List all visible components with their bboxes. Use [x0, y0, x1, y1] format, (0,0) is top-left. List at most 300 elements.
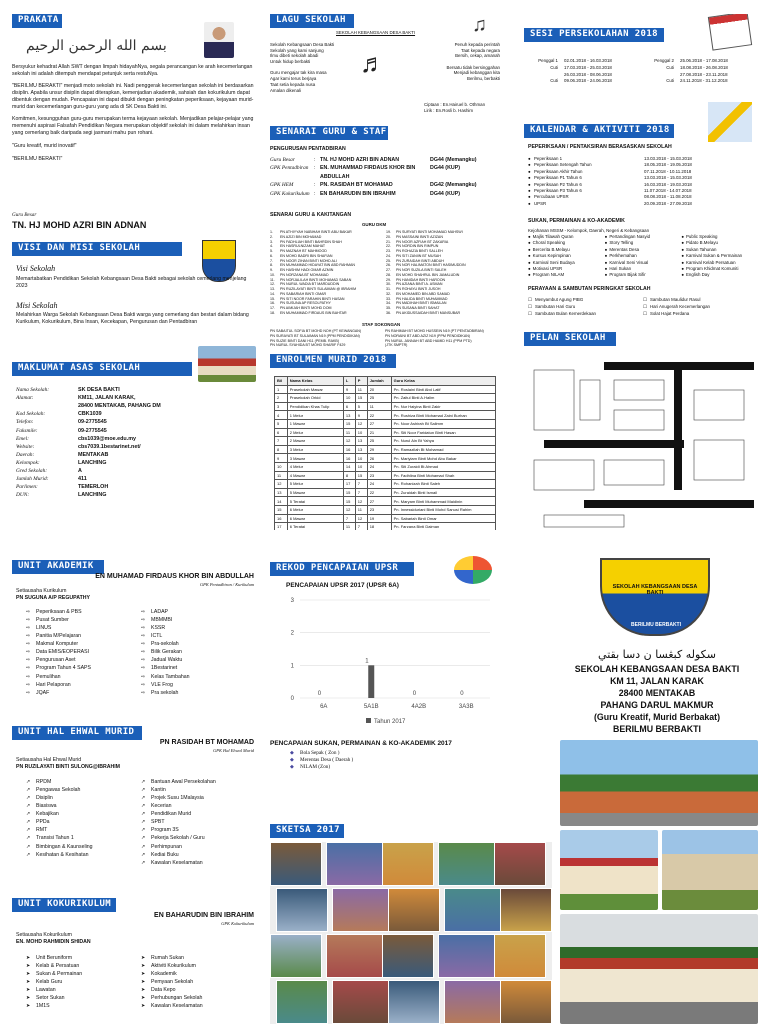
perayaan-label: Menyambut Agung PIBG [534, 297, 584, 302]
pent-colon: : [314, 190, 316, 197]
unit-item [141, 954, 256, 962]
enrolmen-cell: 13 [355, 445, 367, 454]
bullet-icon: ➤ [26, 987, 31, 994]
bullet-icon: ⇨ [141, 633, 146, 640]
guru-name: PN ZURAIDAH BINTI ABDUH [396, 258, 444, 263]
unit-item-label: VLE Frog [151, 681, 173, 688]
bullet-icon: ↗ [141, 819, 146, 826]
maklumat-value: CBK1039 [78, 411, 102, 418]
unit-item [141, 994, 256, 1002]
bullet-icon: ● [528, 265, 531, 271]
unit-item [141, 664, 256, 672]
table-row [275, 462, 496, 471]
unit-item [141, 616, 256, 624]
enrolmen-cell: 9 [355, 411, 367, 420]
enrolmen-cell: 10 [275, 462, 288, 471]
pent-grade: DG44 (KUP) [430, 190, 461, 197]
sesi-dates: 09.06.2018 - 24.06.2018 [564, 78, 612, 84]
bullet-icon: ↗ [26, 795, 31, 802]
enrolmen-table [274, 376, 496, 530]
unit-item-label: Pusat Sumber [36, 617, 69, 624]
sesi-label [524, 72, 564, 79]
lagu-lirik: Lirik : En.Rosli b. Hashim [424, 108, 474, 113]
exam-name: Peperiksaan P2 Tahun 6 [534, 181, 582, 187]
maklumat-key: Parlimen: [16, 484, 38, 491]
guru-num: 36. [386, 311, 391, 316]
bullet-icon: ↗ [141, 859, 146, 866]
guru-name: PN NURUL WADIA BT MARDUDDIN [280, 282, 340, 287]
exam-row [528, 201, 728, 207]
collage-photo [388, 980, 440, 1024]
guru-num: 13. [270, 287, 275, 292]
staf-item: PN NURUL SYAHIDA BT MOHD SHARIF F429 [270, 343, 346, 348]
maklumat-header: MAKLUMAT ASAS SEKOLAH [12, 362, 192, 376]
unit-item [26, 664, 141, 672]
sesi-label [640, 72, 680, 79]
collage-photo [494, 842, 546, 886]
guru-num: 20. [386, 234, 391, 239]
koko-role: GPK Kokurikulum [221, 921, 254, 926]
unit-item-label: RMT [36, 827, 48, 834]
koko-sub-name: EN. MOHD RAHMIDIN SHIDAN [16, 939, 91, 945]
prakata-para-1: Bersyukur kehadrat Allah SWT dengan limpah hidayahNya, segala perancangan ke arah kecemerlangan sekolah ini adalah ditempuh mendapat petunjuk serta restuNya. [12, 64, 253, 78]
cover-addr-3: PAHANG DARUL MAKMUR [600, 700, 714, 710]
sesi-dates: 02.01.2018 - 16.03.2018 [564, 58, 612, 63]
hem-list [26, 778, 256, 867]
logo-school-name: SEKOLAH KEBANGSAAN DESA BAKTI [612, 584, 698, 596]
guru-name: EN MOHAMED BIN ABD SAMAD [396, 291, 450, 296]
bullet-icon: ● [528, 259, 531, 265]
bullet-icon: ● [528, 187, 531, 193]
sesi-row [640, 58, 758, 65]
lagu-panel [270, 14, 500, 122]
lyric-line: Amalan dikenali [270, 87, 301, 93]
guru-num: 35. [386, 306, 391, 311]
unit-item-label: JQAF [36, 689, 50, 696]
school-building-photo-2 [662, 830, 758, 910]
checkbox-icon: ☐ [528, 297, 532, 302]
guru-name: PN ROHAZIA BINTI SALLEH [396, 249, 443, 254]
unit-item [26, 632, 141, 640]
bullet-icon: ↗ [26, 819, 31, 826]
enrolmen-cell: 9 [343, 385, 355, 394]
bullet-icon: ↗ [141, 779, 146, 785]
bullet-icon: ↗ [141, 787, 146, 794]
bullet-icon: ⇨ [141, 641, 146, 648]
enrolmen-cell: 17 [275, 523, 288, 530]
bullet-icon: ⇨ [141, 657, 146, 664]
bullet-icon: ➤ [141, 971, 146, 978]
collage-photo [444, 980, 502, 1024]
photo-collage [270, 842, 552, 1024]
table-row [275, 394, 496, 403]
guru-num: 12. [270, 282, 275, 287]
perayaan-label: Sambutan Hari Guru [534, 304, 576, 310]
hem-sub: Setiausaha Hal Ehwal Murid [16, 757, 82, 763]
maklumat-value: cbs1039@moe.edu.my [78, 435, 136, 442]
guru-name: PN NORDIN BIN RIMPUN [396, 244, 439, 249]
enrolmen-cell: 21 [367, 428, 391, 437]
prakata-header: PRAKATA [12, 14, 62, 28]
bullet-icon: ● [528, 246, 531, 252]
staf-item: PN SURAYATI BT SULAIMAN N19 (PPM PENDIDIKAN) [270, 333, 360, 338]
unit-item [26, 802, 141, 810]
pencapaian-sukan-title: PENCAPAIAN SUKAN, PERMAINAN & KO-AKADEMIK 2017 [270, 740, 452, 747]
enrolmen-cell: Pn. Zuraidah Binti Ismail [391, 488, 495, 497]
unit-item-label: RPDM [36, 779, 52, 785]
table-row [275, 402, 496, 411]
maklumat-panel [12, 346, 258, 546]
unit-item [26, 954, 141, 962]
lagu-header: LAGU SEKOLAH [270, 14, 354, 28]
school-photo-small [198, 346, 256, 382]
maklumat-row [16, 491, 256, 499]
bullet-icon: ↗ [26, 851, 31, 858]
bullet-icon: ↗ [141, 827, 146, 834]
guru-num: 6. [270, 253, 273, 258]
guru-num: 33. [386, 296, 391, 301]
unit-item [141, 810, 256, 818]
pent-grade: DG44 (KUP) [430, 165, 461, 172]
enrolmen-cell: 27 [367, 419, 391, 428]
enrolmen-cell: 13 [343, 411, 355, 420]
exam-dates: 20.09.2018 - 27.09.2018 [644, 200, 692, 206]
bullet-icon: ↗ [26, 835, 31, 842]
lyric-line: Untuk hidup berbakti [270, 59, 311, 65]
bullet-icon: ⇨ [26, 689, 31, 696]
guru-num: 15. [270, 296, 275, 301]
unit-item-label: Data Kepo [151, 987, 176, 994]
collage-photo [270, 934, 322, 978]
kalendar-sub2: Kejohanan MSSM - Kelompok, Daerah, Negeri & Kebangsaan [528, 228, 650, 233]
exam-dates: 11.07.2018 - 14.07.2018 [644, 187, 692, 193]
bullet-icon: ➤ [141, 1003, 146, 1010]
guru-num: 25. [386, 258, 391, 263]
sesi-row [524, 72, 640, 79]
guru-panel [270, 126, 500, 350]
bullet-icon: ● [528, 194, 531, 200]
visi-heading: Visi Sekolah [16, 264, 56, 273]
collage-photo [500, 888, 552, 932]
maklumat-row [16, 410, 256, 418]
unit-item-label: Pekerja Sekolah / Guru [151, 835, 205, 842]
cover-addr-1: KM 11, JALAN KARAK [610, 676, 704, 686]
enrolmen-cell: 2 [275, 394, 288, 403]
maklumat-value: 09-2775545 [78, 427, 107, 434]
bullet-icon: ➤ [26, 979, 31, 986]
unit-item [26, 794, 141, 802]
unit-item [141, 826, 256, 834]
guru-name: EN MOHD SHAHRUL BIN JAMALUDIN [396, 272, 460, 277]
bullet-icon: ● [604, 272, 608, 278]
bullet-icon: ● [604, 259, 608, 265]
guru-name: PN AIMIJAH BINTI MOHD DOM [280, 306, 332, 311]
exam-name: Peperiksaan Setengah Tahun [534, 162, 592, 168]
maklumat-key: Emel: [16, 435, 29, 442]
guru-name: PN NOR SUZILA BINTI SALEH [396, 268, 447, 273]
enrolmen-header-cell: P [355, 377, 367, 386]
sukan-label: English Day [685, 272, 710, 278]
cover-school-name: SEKOLAH KEBANGSAAN DESA BAKTI [574, 664, 740, 674]
akademik-sub-name: PN SUGUNA A/P REGUPATHY [16, 595, 90, 601]
bullet-icon: ⇨ [141, 625, 146, 632]
maklumat-key: Faksmile: [16, 427, 38, 434]
enrolmen-cell: 8 [275, 445, 288, 454]
achievement-item [290, 750, 500, 757]
guru-name: PN SURYATI BINTI MOHAMAD MAHSWI [396, 230, 463, 234]
enrolmen-cell: Pn. Sabariah Binti Omar [391, 514, 495, 523]
enrolmen-cell: 12 [355, 514, 367, 523]
unit-item [141, 970, 256, 978]
pent-colon: : [314, 165, 316, 172]
enrolmen-cell: 12 [343, 437, 355, 446]
guru-name: PN AZIANA BINTI A. ASMAN [396, 282, 443, 287]
guru-num: 30. [386, 282, 391, 287]
enrolmen-cell: Pn. Rushiza Binti Mohamad Zaini Burhan [391, 411, 495, 420]
guru-num: 31. [386, 287, 391, 292]
maklumat-value: 411 [78, 476, 87, 483]
checkbox-icon: ☐ [643, 311, 647, 317]
unit-item [26, 970, 141, 978]
y-tick-label: 0 [290, 696, 294, 702]
enrolmen-cell: 25 [367, 394, 391, 403]
table-row [275, 419, 496, 428]
pentadbiran-heading: PENGURUSAN PENTADBIRAN [270, 146, 346, 152]
guru-num: 9. [270, 268, 273, 273]
maklumat-key: Nama Sekolah: [16, 387, 50, 393]
enrolmen-cell: 15 [275, 505, 288, 514]
enrolmen-cell: 15 [343, 419, 355, 428]
lyric-line: Guru mengajar tak kira masa [270, 70, 327, 76]
unit-item [141, 802, 256, 810]
unit-item-label: Pemulihan [36, 673, 61, 680]
enrolmen-cell: 14 [275, 497, 288, 506]
unit-item-label: Pra sekolah [151, 689, 179, 696]
unit-item [26, 673, 141, 681]
enrolmen-cell: 15 [355, 394, 367, 403]
collage-photo [276, 888, 328, 932]
sesi-header: SESI PERSEKOLAHAN 2018 [524, 28, 664, 42]
sesi-label: Cuti [666, 78, 674, 84]
bullet-icon: ➤ [26, 963, 31, 970]
enrolmen-cell: Pn. Fadhlina Binti Mohamad Shah [391, 471, 495, 480]
pent-name: TN. HJ MOHD AZRI BIN ADNAN [320, 157, 400, 163]
exam-dates: 18.05.2018 - 19.05.2018 [644, 162, 692, 168]
guru-list-right [386, 230, 500, 316]
unit-item [141, 608, 256, 616]
bullet-icon: ↗ [26, 843, 31, 850]
unit-item [26, 986, 141, 994]
exam-dates: 07.11.2018 - 10.11.2018 [644, 168, 692, 174]
sesi-dates: 17.03.2018 - 25.03.2018 [564, 64, 612, 70]
hem-role: GPK Hal Ehwal Murid [213, 748, 254, 753]
collage-photo [326, 934, 384, 978]
bullet-icon: ● [681, 265, 684, 271]
unit-item-label: 1M1S [36, 1003, 50, 1010]
perayaan-item [643, 296, 758, 303]
maklumat-row [16, 483, 256, 491]
staf-heading: STAF SOKONGAN [362, 322, 401, 327]
diamond-icon: ◆ [290, 764, 294, 771]
enrolmen-cell: 18 [367, 523, 391, 530]
sukan-label: Pertandingan Nasyid [609, 234, 651, 239]
sketsa-header: SKETSA 2017 [270, 824, 344, 838]
collage-photo [500, 980, 552, 1024]
enrolmen-cell: 14 [343, 462, 355, 471]
sukan-label: Karnival Seni Budaya [532, 259, 575, 265]
sesi-row [524, 65, 640, 72]
bullet-icon: ↗ [141, 851, 146, 858]
unit-item-label: Kawalan Keselamatan [151, 859, 203, 866]
bullet-icon: ⇨ [141, 673, 146, 680]
akademik-role: GPK Pentadbiran / Kurikulum [199, 582, 254, 587]
bullet-icon: ⇨ [26, 633, 31, 640]
guru-num: 21. [386, 239, 391, 244]
enrolmen-cell: 12 [355, 497, 367, 506]
unit-item-label: Pra-sekolah [151, 641, 179, 648]
sesi-panel [524, 14, 758, 100]
exam-name: Peperiksaan P3 Tahun 6 [534, 187, 582, 193]
lyric-line: Bersatu tidak bersinggahan [446, 64, 500, 70]
prakata-para-4: "Guru kreatif, murid inovatif" [12, 143, 77, 150]
unit-item [141, 640, 256, 648]
pentadbiran-row [270, 181, 500, 189]
sesi-row [640, 65, 758, 72]
unit-item [26, 689, 141, 697]
bullet-icon: ⇨ [141, 665, 146, 672]
enrolmen-cell: 4 Mawar [287, 471, 343, 480]
lyric-line: Taat setia kepada nusa [270, 81, 316, 87]
perayaan-item [528, 296, 643, 303]
bullet-icon: ↗ [26, 779, 31, 785]
maklumat-row [16, 459, 256, 467]
enrolmen-header-cell: Jumlah [367, 377, 391, 386]
guru-name: PN NOOR ZIHAN BINTI MOHD ALI [280, 258, 337, 263]
enrolmen-cell: Pn. Rohanizah Binti Saleh [391, 480, 495, 489]
guru-name: PN MADIHAH BINTI ISMAILAN [396, 301, 447, 306]
enrolmen-cell: 27 [367, 497, 391, 506]
unit-item [26, 962, 141, 970]
guru-num: 1. [270, 230, 273, 234]
unit-item-label: LINUS [36, 625, 52, 632]
enrolmen-cell: 4 Melur [287, 462, 343, 471]
guru-name: PN NORJALILAH BINTI MOHAMAD SABAN [280, 277, 352, 282]
prakata-para-5: "BERILMU BERAKTI" [12, 156, 63, 163]
unit-item [26, 1002, 141, 1010]
lyric-line: Sekolah Kebangsaan Desa Bakti [270, 42, 335, 47]
bullet-icon: ⇨ [141, 681, 146, 688]
enrolmen-cell: 23 [367, 471, 391, 480]
guru-num: 3. [270, 239, 273, 244]
unit-item [26, 778, 141, 786]
sesi-right [640, 58, 758, 85]
bullet-icon: ➤ [26, 1003, 31, 1010]
maklumat-key: Kod Sekolah: [16, 411, 46, 418]
bullet-icon: ● [528, 175, 531, 181]
cover-addr-2: 28400 MENTAKAB [618, 688, 696, 698]
exam-name: Peperiksaan 1 [534, 156, 563, 161]
achievement-label: Merentas Desa ( Daerah ) [300, 757, 354, 764]
collage-photo [270, 842, 322, 886]
table-row [275, 471, 496, 480]
unit-item [26, 616, 141, 624]
unit-item [26, 994, 141, 1002]
enrolmen-cell: 10 [355, 428, 367, 437]
bullet-icon: ⇨ [26, 625, 31, 632]
maklumat-key: DUN: [16, 492, 30, 499]
enrolmen-cell: 11 [367, 402, 391, 411]
maklumat-row [16, 443, 256, 451]
enrolmen-cell: 24 [367, 480, 391, 489]
sukan-label: Merentas Desa [609, 246, 640, 252]
unit-item-label: Kebajikan [36, 811, 59, 818]
pent-role: Guru Besar [270, 157, 295, 163]
sukan-list [528, 234, 758, 279]
unit-item [141, 689, 256, 697]
maklumat-value: 09-2775545 [78, 419, 107, 426]
enrolmen-cell: 6 [343, 402, 355, 411]
exam-dates: 13.03.2018 - 15.03.2018 [644, 175, 692, 181]
enrolmen-cell: 6 Melur [287, 505, 343, 514]
hem-header: UNIT HAL EHWAL MURID [12, 726, 142, 740]
maklumat-row [16, 418, 256, 426]
sukan-label: Kursus Kepimpinan [532, 253, 571, 259]
enrolmen-cell: 4 [275, 411, 288, 420]
x-tick-label: 6A [320, 704, 328, 710]
guru-name: EN HASRULNIZAM MAHAT [280, 244, 326, 249]
bullet-icon: ↗ [141, 803, 146, 810]
sukan-label: Bercerita B.Melayu [532, 246, 570, 252]
bullet-icon: ↗ [26, 803, 31, 810]
sesi-label: Penggal 1 [538, 58, 558, 63]
enrolmen-cell: Pendidikan Khas Tulip [287, 402, 343, 411]
guru-num: 14. [270, 291, 275, 296]
pencapaian-sukan-list [290, 750, 500, 771]
unit-item [141, 986, 256, 994]
table-row [275, 505, 496, 514]
koko-panel [12, 898, 258, 1024]
maklumat-key: Alamat: [16, 395, 34, 402]
bullet-icon: ● [528, 156, 531, 161]
enrolmen-cell: 12 [343, 505, 355, 514]
enrolmen-header-cell: L [343, 377, 355, 386]
maklumat-row [16, 475, 256, 483]
maklumat-key: Website: [16, 443, 35, 450]
table-row [275, 488, 496, 497]
bullet-icon: ⇨ [141, 689, 146, 696]
enrolmen-cell: 15 [355, 471, 367, 480]
guru-name: PN RUZILAYATI BINTI SULAIMAN @ IBRAHIM [280, 287, 357, 292]
checkbox-icon: ☐ [643, 304, 647, 310]
pent-role: GPK HEM [270, 182, 294, 189]
staf-item: PN SABAITUL SOFIA BT MOHD NOH (PT KEWANGAN) [270, 329, 362, 333]
bullet-icon: ● [528, 240, 531, 246]
unit-item [26, 810, 141, 818]
bullet-icon: ⇨ [26, 673, 31, 680]
enrolmen-cell: Pn. Nurul Ain Bt Yahya [391, 437, 495, 446]
unit-item-label: Transisi Tahun 1 [36, 835, 74, 842]
exam-dates: 16.03.2018 - 19.03.2018 [644, 181, 692, 187]
data-label: 0 [412, 691, 417, 697]
guru-name: PN MASSAINI BINTI AZIZAN [396, 234, 443, 239]
bullet-icon: ● [681, 259, 684, 265]
unit-item-label: Bimbingan & Kaunseling [36, 843, 93, 850]
bullet-icon: ⇨ [26, 641, 31, 648]
guru-num: 26. [386, 263, 391, 268]
bullet-icon: ⇨ [26, 681, 31, 688]
enrolmen-cell: 12 [275, 480, 288, 489]
kalendar-h3: PERAYAAN & SAMBUTAN PERINGKAT SEKOLAH [528, 286, 651, 292]
